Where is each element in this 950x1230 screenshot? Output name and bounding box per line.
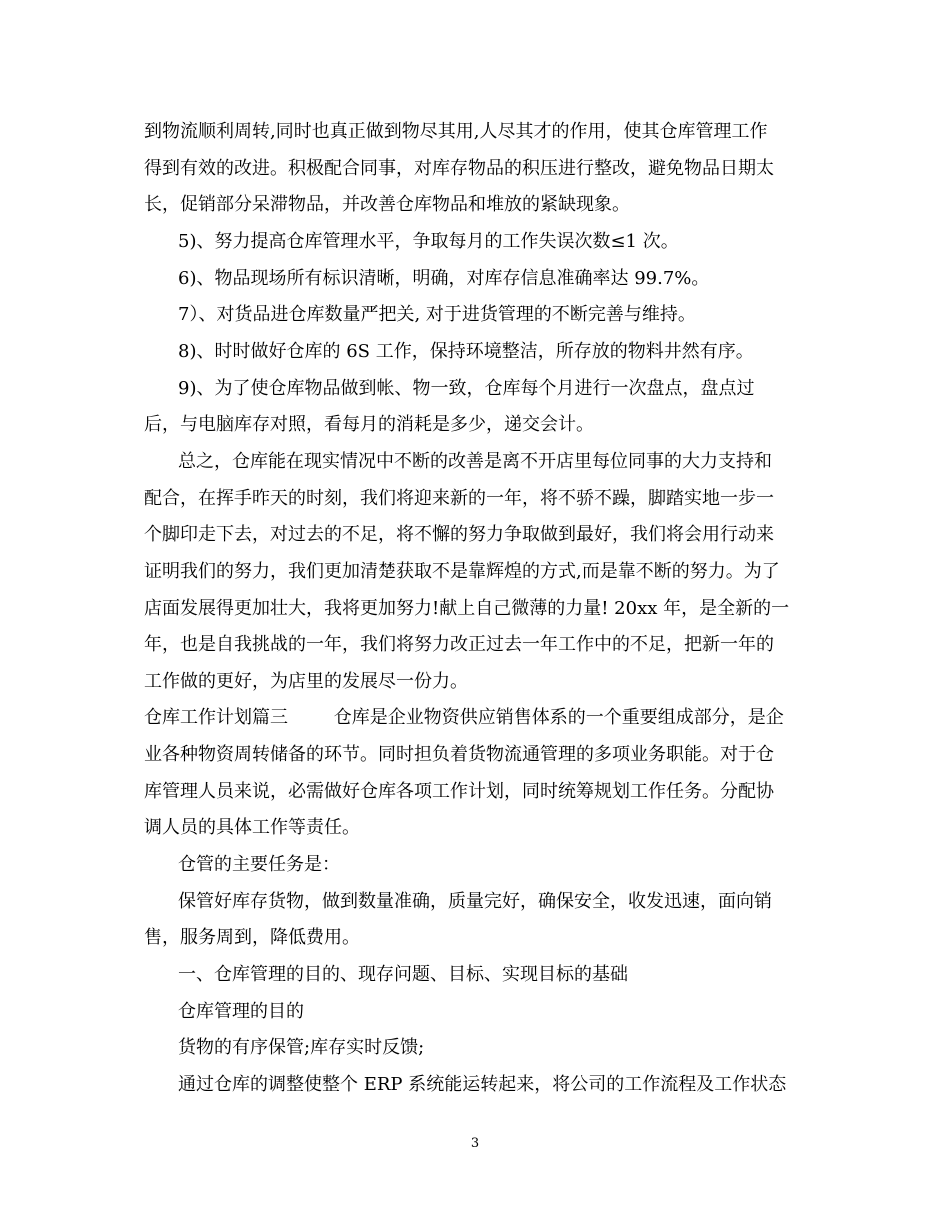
body-text-line: 库管理人员来说，必需做好仓库各项工作计划，同时统筹规划工作任务。分配协 <box>144 781 774 802</box>
body-text-line: 后，与电脑库存对照，看每月的消耗是多少，递交会计。 <box>144 414 594 435</box>
list-item-text: 8)、时时做好仓库的 6S 工作，保持环境整洁，所存放的物料井然有序。 <box>178 341 754 362</box>
paragraph-first-line: 货物的有序保管;库存实时反馈; <box>178 1037 425 1058</box>
body-text-line: 长，促销部分呆滞物品，并改善仓库物品和堆放的紧缺现象。 <box>144 194 630 215</box>
paragraph-first-line: 保管好库存货物，做到数量准确，质量完好，确保安全，收发迅速，面向销 <box>178 891 772 912</box>
section-heading-line: 仓库工作计划篇三 仓库是企业物资供应销售体系的一个重要组成部分，是企 <box>144 707 784 728</box>
body-text-line: 得到有效的改进。积极配合同事，对库存物品的积压进行整改，避免物品日期太 <box>144 158 774 179</box>
body-text-line: 工作做的更好，为店里的发展尽一份力。 <box>144 671 468 692</box>
page-number: 3 <box>470 1136 480 1151</box>
paragraph-first-line: 仓管的主要任务是： <box>178 854 340 875</box>
subheading-line: 一、仓库管理的目的、现存问题、目标、实现目标的基础 <box>178 964 628 985</box>
list-item-text: 9)、为了使仓库物品做到帐、物一致，仓库每个月进行一次盘点，盘点过 <box>178 378 755 399</box>
body-text-line: 售，服务周到，降低费用。 <box>144 927 360 948</box>
body-text-line: 到物流顺利周转,同时也真正做到物尽其用,人尽其才的作用，使其仓库管理工作 <box>144 121 768 142</box>
body-text-line: 调人员的具体工作等责任。 <box>144 817 360 838</box>
body-text-line: 年，也是自我挑战的一年，我们将努力改正过去一年工作中的不足，把新一年的 <box>144 634 774 655</box>
body-text-line: 证明我们的努力，我们更加清楚获取不是靠辉煌的方式,而是靠不断的努力。为了 <box>144 561 780 582</box>
list-item-text: 5)、努力提高仓库管理水平，争取每月的工作失误次数≤1 次。 <box>178 231 679 252</box>
body-text-line: 配合，在挥手昨天的时刻，我们将迎来新的一年，将不骄不躁，脚踏实地一步一 <box>144 488 774 509</box>
paragraph-first-line: 总之，仓库能在现实情况中不断的改善是离不开店里每位同事的大力支持和 <box>178 451 772 472</box>
body-text-line: 个脚印走下去，对过去的不足，将不懈的努力争取做到最好，我们将会用行动来 <box>144 524 774 545</box>
paragraph-first-line: 通过仓库的调整使整个 ERP 系统能运转起来，将公司的工作流程及工作状态 <box>178 1074 787 1095</box>
list-item-text: 7）、对货品进仓库数量严把关, 对于进货管理的不断完善与维持。 <box>178 304 696 325</box>
subheading-line: 仓库管理的目的 <box>178 1001 304 1022</box>
body-text-line: 店面发展得更加壮大，我将更加努力!献上自己微薄的力量! 20xx 年，是全新的一 <box>144 598 790 619</box>
body-text-line: 业各种物资周转储备的环节。同时担负着货物流通管理的多项业务职能。对于仓 <box>144 744 774 765</box>
list-item-text: 6)、物品现场所有标识清晰，明确，对库存信息准确率达 99.7%。 <box>178 268 710 289</box>
